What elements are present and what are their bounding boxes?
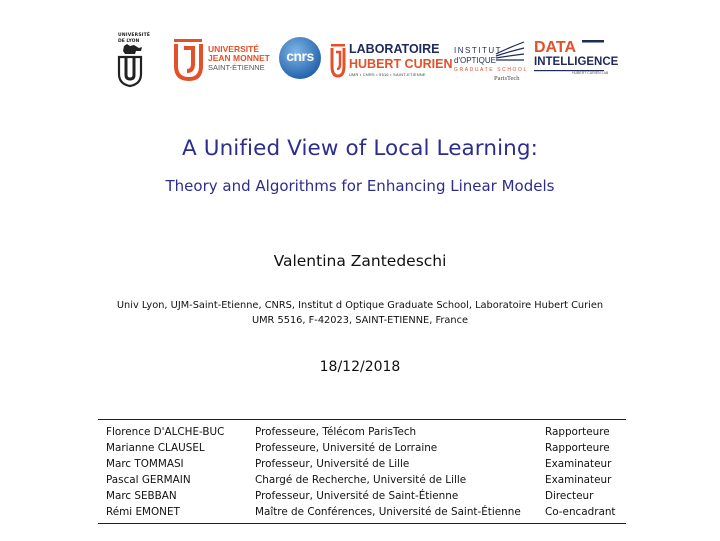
jury-role: Directeur bbox=[545, 490, 594, 502]
jury-position: Chargé de Recherche, Université de Lille bbox=[255, 474, 467, 486]
jury-row bbox=[98, 440, 626, 456]
jury-role: Examinateur bbox=[545, 474, 612, 486]
jury-row bbox=[98, 472, 626, 488]
affiliation bbox=[0, 298, 720, 328]
jury-position: Maître de Conférences, Université de Saint-Étienne bbox=[255, 506, 521, 518]
jury-row bbox=[98, 488, 626, 504]
universite-de-lyon-logo: UNIVERSITÉ DE LYON bbox=[115, 32, 151, 88]
jury-row bbox=[98, 456, 626, 472]
jury-name: Rémi EMONET bbox=[106, 506, 180, 518]
thesis-title: A Unified View of Local Learning: bbox=[182, 136, 538, 161]
cnrs-logo: cnrs bbox=[278, 36, 322, 80]
jury-position: Professeur, Université de Saint-Étienne bbox=[255, 490, 459, 502]
jury-name: Marc TOMMASI bbox=[106, 458, 184, 470]
jury-name: Pascal GERMAIN bbox=[106, 474, 191, 486]
jury-row bbox=[98, 504, 626, 520]
lhc-emblem-icon bbox=[330, 44, 346, 78]
ujm-logo: UNIVERSITÉ JEAN MONNET SAINT-ÉTIENNE bbox=[172, 38, 264, 82]
laboratoire-hubert-curien-logo: LABORATOIRE HUBERT CURIEN UMR • CNRS • 5516 • SAINT-ETIENNE bbox=[330, 38, 442, 84]
jury-table bbox=[98, 419, 626, 524]
data-intelligence-logo: DATA INTELLIGENCE HUBERT CURIEN LAB bbox=[532, 38, 606, 84]
institut-optique-logo: INSTITUT d'OPTIQUE GRADUATE SCHOOL ParisTech bbox=[452, 40, 526, 86]
author-name: Valentina Zantedeschi bbox=[273, 252, 447, 270]
defense-date: 18/12/2018 bbox=[319, 359, 401, 375]
jury-role: Rapporteure bbox=[545, 426, 610, 438]
jury-position: Professeure, Télécom ParisTech bbox=[255, 426, 417, 438]
jury-position: Professeur, Université de Lille bbox=[255, 458, 410, 470]
affiliation-line: Univ Lyon, UJM-Saint-Etienne, CNRS, Institut d Optique Graduate School, Laboratoire Hubert Curien bbox=[116, 300, 604, 311]
thesis-subtitle: Theory and Algorithms for Enhancing Linear Models bbox=[165, 177, 555, 195]
jury-role: Rapporteure bbox=[545, 442, 610, 454]
jury-row bbox=[98, 424, 626, 440]
logo-bar bbox=[0, 30, 720, 94]
ujm-emblem-icon bbox=[172, 38, 206, 82]
jury-position: Professeure, Université de Lorraine bbox=[255, 442, 438, 454]
jury-role: Examinateur bbox=[545, 458, 612, 470]
affiliation-line: UMR 5516, F-42023, SAINT-ETIENNE, France bbox=[251, 315, 469, 326]
jury-name: Florence D'ALCHE-BUC bbox=[106, 426, 225, 438]
jury-role: Co-encadrant bbox=[545, 506, 616, 518]
jury-name: Marc SEBBAN bbox=[106, 490, 177, 502]
jury-name: Marianne CLAUSEL bbox=[106, 442, 205, 454]
